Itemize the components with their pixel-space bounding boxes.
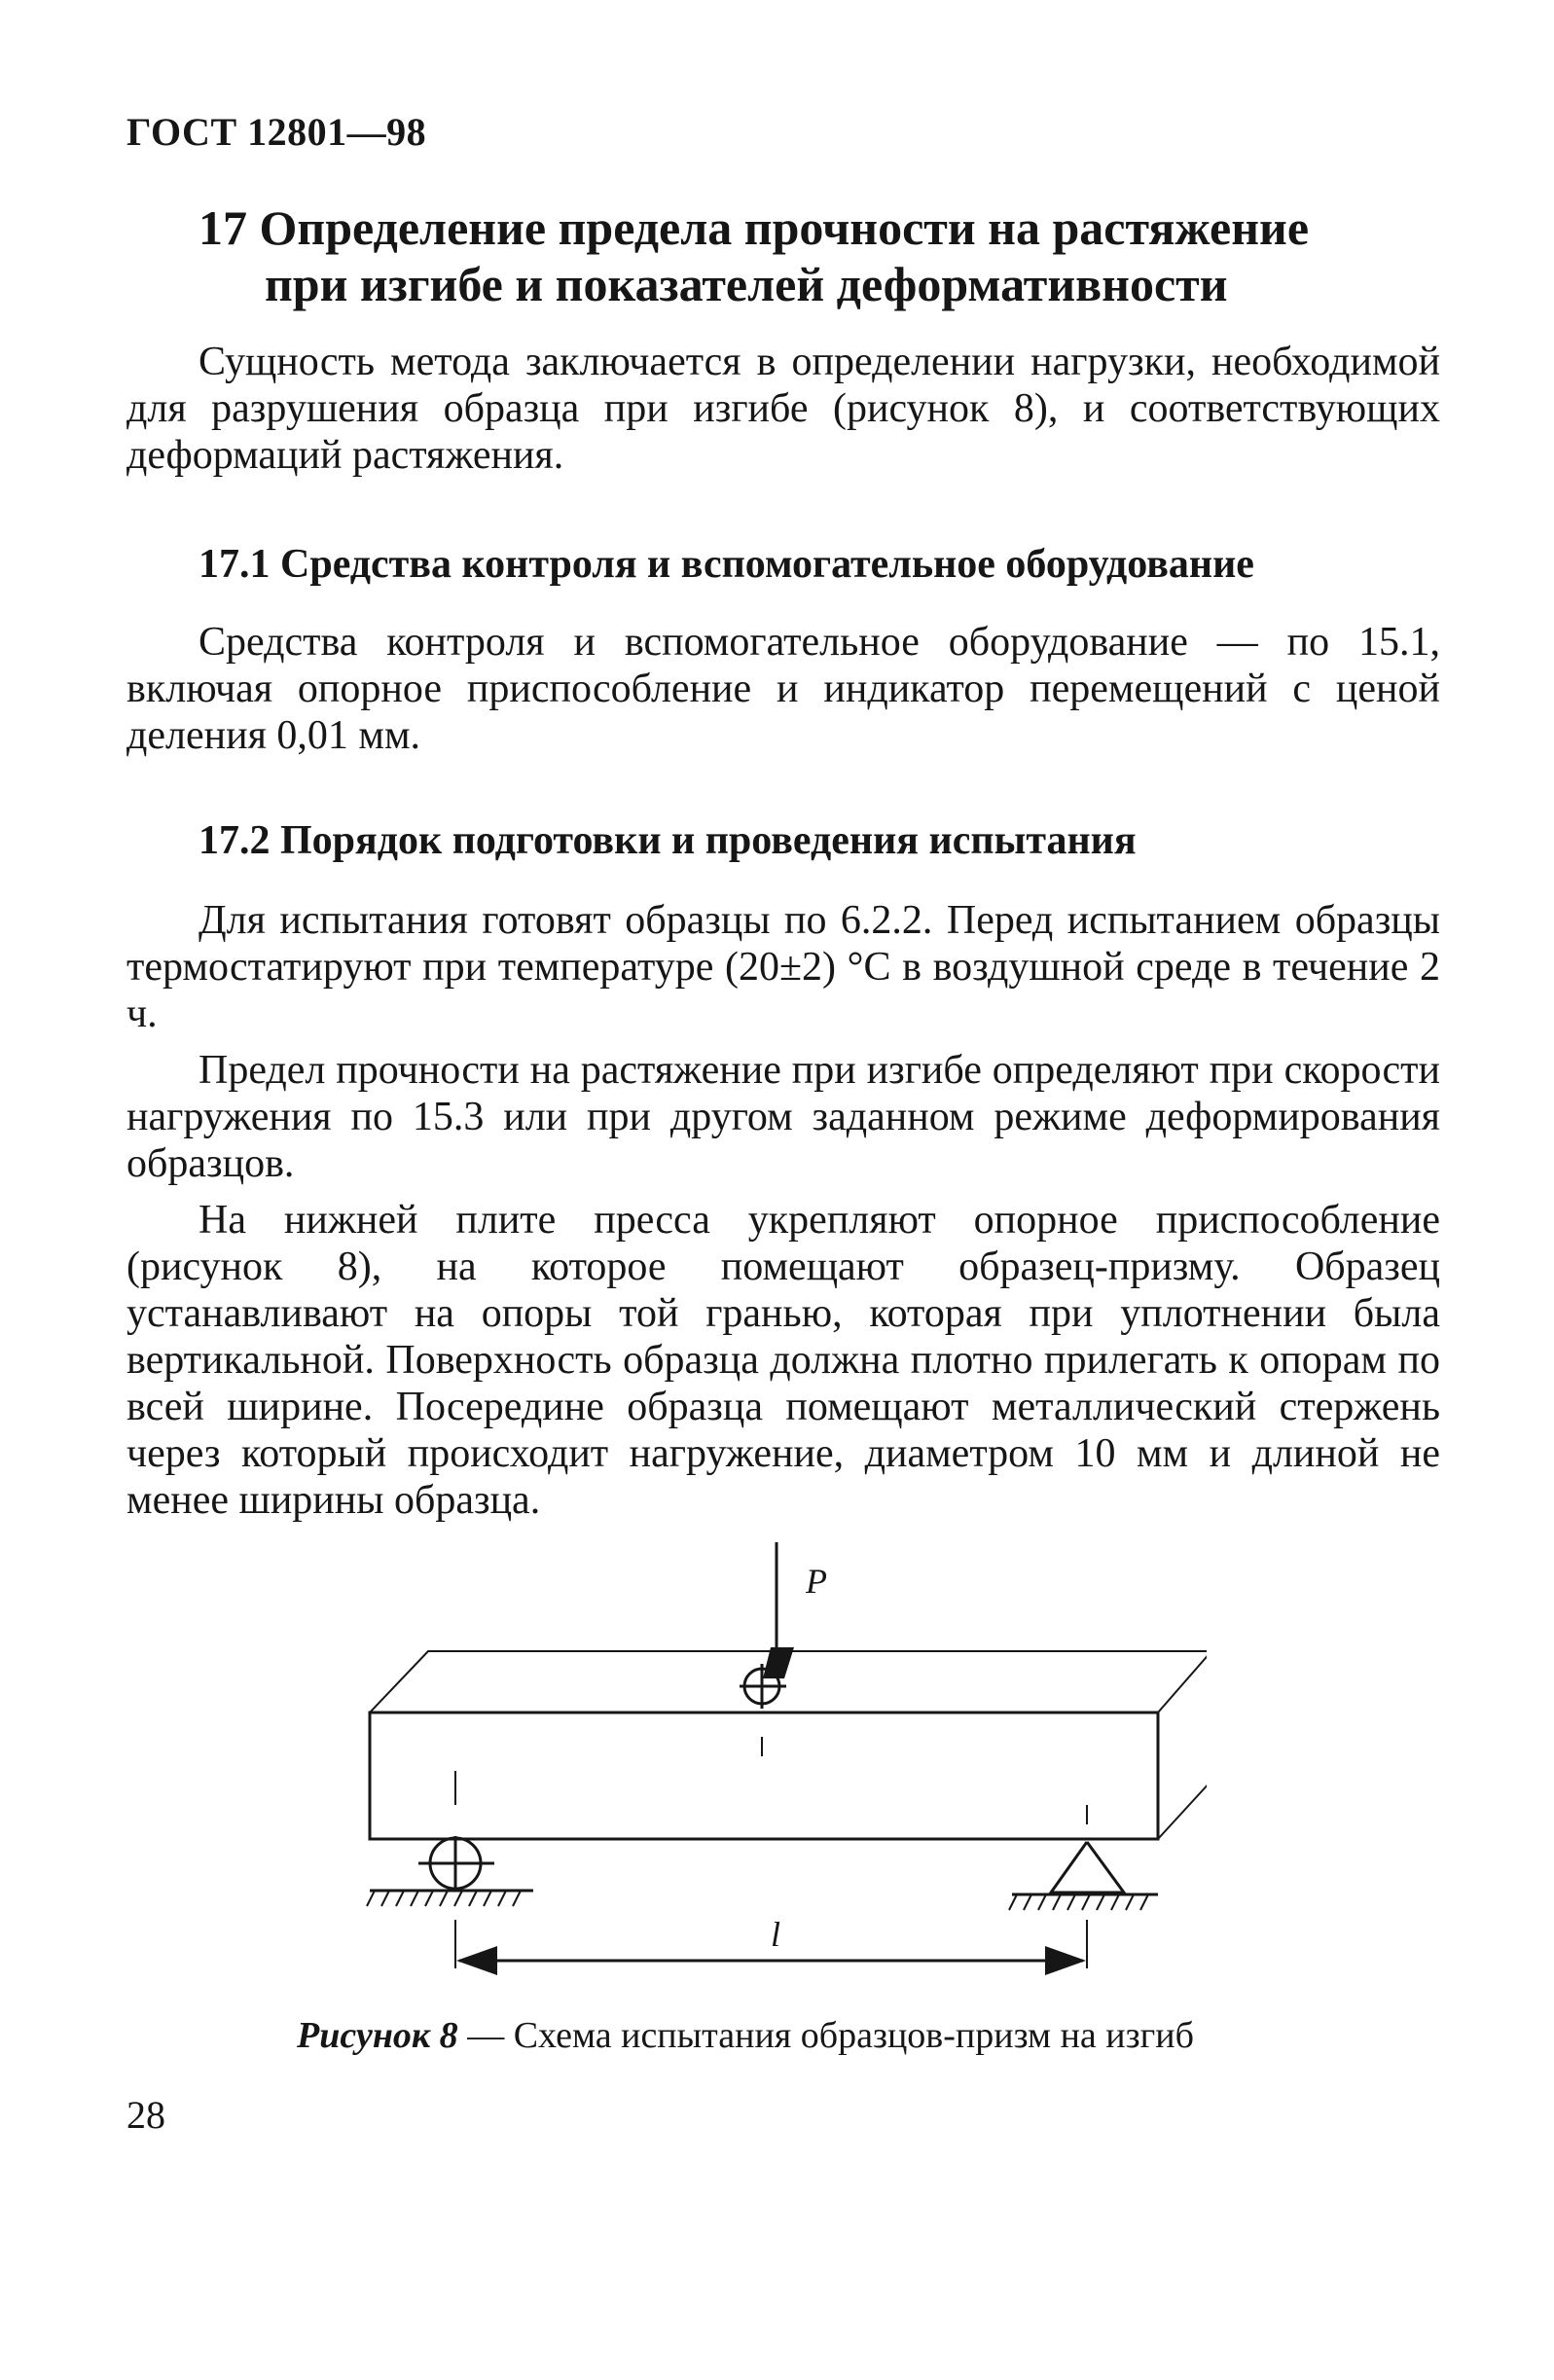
figure-caption (297, 2014, 1194, 2057)
subsection-2-paragraph-1: Для испытания готовят образцы по 6.2.2. Перед испытанием образцы термостатируют при температуре (20±2) °С в воздушной среде в течение 2 ч. (126, 898, 1440, 1036)
section-title-line1: 17 Определение предела прочности на растяжение (199, 200, 1310, 255)
subsection-2-body (126, 897, 1440, 1533)
prism-specimen (370, 1651, 1207, 1839)
section-title (199, 199, 1366, 312)
bending-test-diagram (331, 1533, 1207, 2000)
figure-caption-text: — Схема испытания образцов-призм на изгиб (457, 2015, 1194, 2056)
page-number: 28 (126, 2093, 165, 2137)
bending-test-svg (331, 1533, 1207, 2000)
load-label: P (806, 1562, 827, 1601)
load-rod (740, 1542, 794, 1756)
span-label: l (771, 1915, 781, 1954)
figure-caption-label: Рисунок 8 (297, 2015, 458, 2056)
pin-support-right (1009, 1805, 1158, 1910)
intro-paragraph: Сущность метода заключается в определении нагрузки, необходимой для разрушения образца при изгибе (рисунок 8), и соответствующих деформаций растяжения. (126, 340, 1440, 478)
section-title-line2: при изгибе и показателей деформативности (265, 257, 1228, 311)
subsection-1-body (126, 619, 1440, 759)
section-intro (126, 339, 1440, 479)
subsection-2-title: 17.2 Порядок подготовки и проведения испытания (199, 818, 1137, 863)
subsection-2-paragraph-2: Предел прочности на растяжение при изгибе определяют при скорости нагружения по 15.3 или при другом заданном режиме деформирования образцов. (126, 1048, 1440, 1186)
subsection-1-title: 17.1 Средства контроля и вспомогательное оборудование (199, 542, 1254, 587)
document-header: ГОСТ 12801—98 (126, 110, 427, 154)
subsection-1-paragraph: Средства контроля и вспомогательное оборудование — по 15.1, включая опорное приспособление и индикатор перемещений с ценой деления 0,01 мм. (126, 620, 1440, 758)
subsection-2-paragraph-3: На нижней плите пресса укрепляют опорное приспособление (рисунок 8), на которое помещают образец-призму. Образец устанавливают на опоры той гранью, которая при уплотнении была вертикальной. Поверхность образца должна плотно прилегать к опорам по всей ширине. Посередине образца помещают металлический стержень через который происходит нагружение, диаметром 10 мм и длиной не менее ширины образца. (126, 1198, 1440, 1523)
